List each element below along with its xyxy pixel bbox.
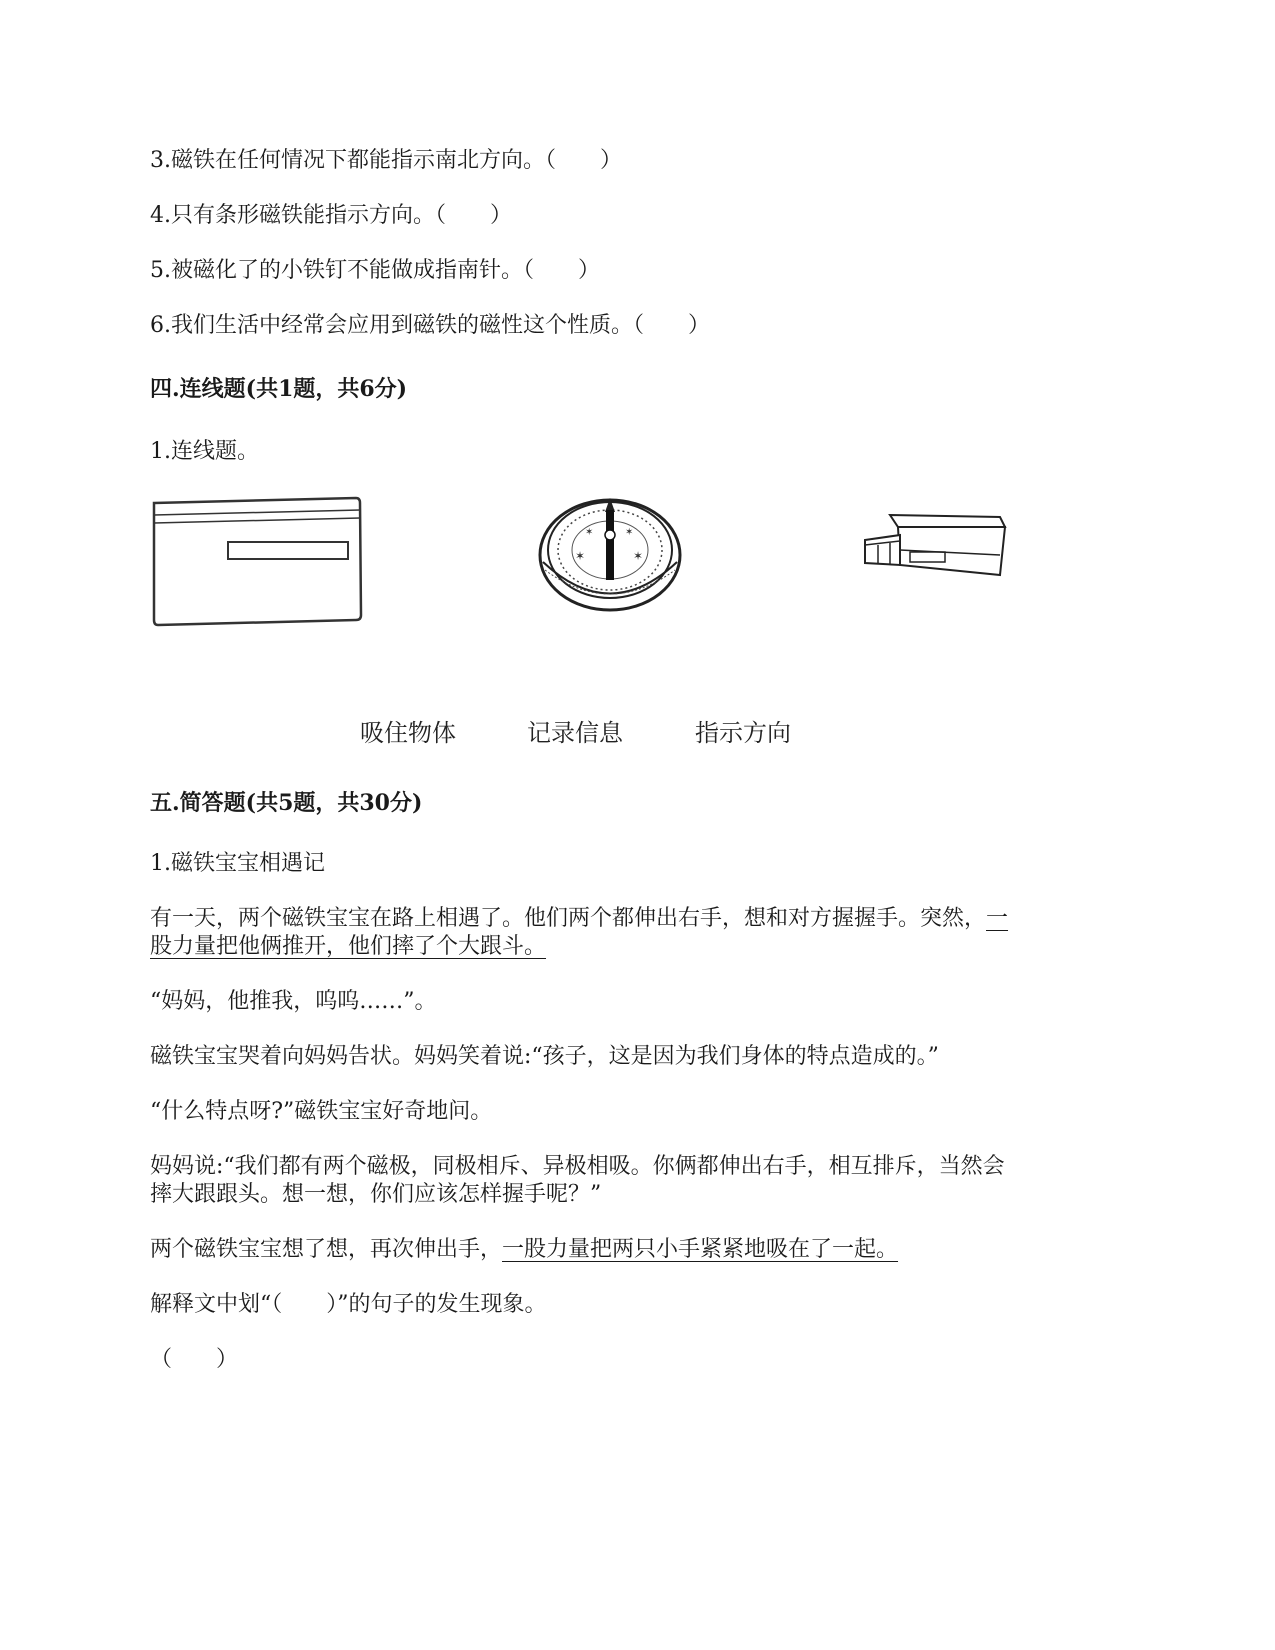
- story-paragraph-1-cont: [150, 932, 546, 962]
- story-paragraph-6-plain: 两个磁铁宝宝想了想，再次伸出手，: [150, 1237, 503, 1262]
- story-paragraph-2: “妈妈，他推我，呜呜……”。: [150, 989, 437, 1014]
- svg-text:✶: ✶: [585, 527, 594, 538]
- underlined-sentence-1: 股力量把他俩推开，他们摔了个大跟斗。: [150, 934, 547, 959]
- underlined-sentence-1-start: 一: [986, 906, 1009, 931]
- section-4-title: 四.连线题(共1题，共6分): [150, 376, 408, 402]
- compass-icon: [535, 490, 685, 615]
- question-6: 6.我们生活中经常会应用到磁铁的磁性这个性质。（ ）: [150, 313, 710, 338]
- svg-text:✶: ✶: [575, 549, 586, 563]
- underlined-sentence-2: 一股力量把两只小手紧紧地吸在了一起。: [502, 1237, 899, 1262]
- svg-text:✶: ✶: [633, 549, 644, 563]
- story-paragraph-1: [150, 904, 1008, 934]
- story-paragraph-3: 磁铁宝宝哭着向妈妈告状。妈妈笑着说:“孩子，这是因为我们身体的特点造成的。”: [150, 1044, 939, 1069]
- match-option-2: 记录信息: [527, 719, 623, 747]
- question-prompt: 解释文中划“（ ）”的句子的发生现象。: [150, 1292, 547, 1317]
- question-3: 3.磁铁在任何情况下都能指示南北方向。（ ）: [150, 148, 622, 173]
- question-4: 4.只有条形磁铁能指示方向。（ ）: [150, 203, 512, 228]
- card-icon: [150, 495, 365, 630]
- pencil-case-icon: [860, 505, 1015, 585]
- match-option-1: 吸住物体: [360, 719, 456, 747]
- matching-question-1: 1.连线题。: [150, 439, 259, 464]
- answer-blank[interactable]: （ ）: [150, 1347, 239, 1372]
- question-5: 5.被磁化了的小铁钉不能做成指南针。（ ）: [150, 258, 600, 283]
- story-paragraph-5: 妈妈说:“我们都有两个磁极，同极相斥、异极相吸。你俩都伸出右手，相互排斥，当然会: [150, 1154, 1005, 1179]
- section-5-title: 五.简答题(共5题，共30分): [150, 790, 423, 816]
- short-answer-question-1: 1.磁铁宝宝相遇记: [150, 851, 325, 876]
- story-paragraph-5-cont: 摔大跟跟头。想一想，你们应该怎样握手呢？”: [150, 1182, 602, 1207]
- story-paragraph-1-plain: 有一天，两个磁铁宝宝在路上相遇了。他们两个都伸出右手，想和对方握握手。突然，: [150, 906, 987, 931]
- match-option-3: 指示方向: [695, 719, 791, 747]
- story-paragraph-6: [150, 1235, 898, 1265]
- svg-text:✶: ✶: [625, 527, 634, 538]
- story-paragraph-4: “什么特点呀?”磁铁宝宝好奇地问。: [150, 1099, 493, 1124]
